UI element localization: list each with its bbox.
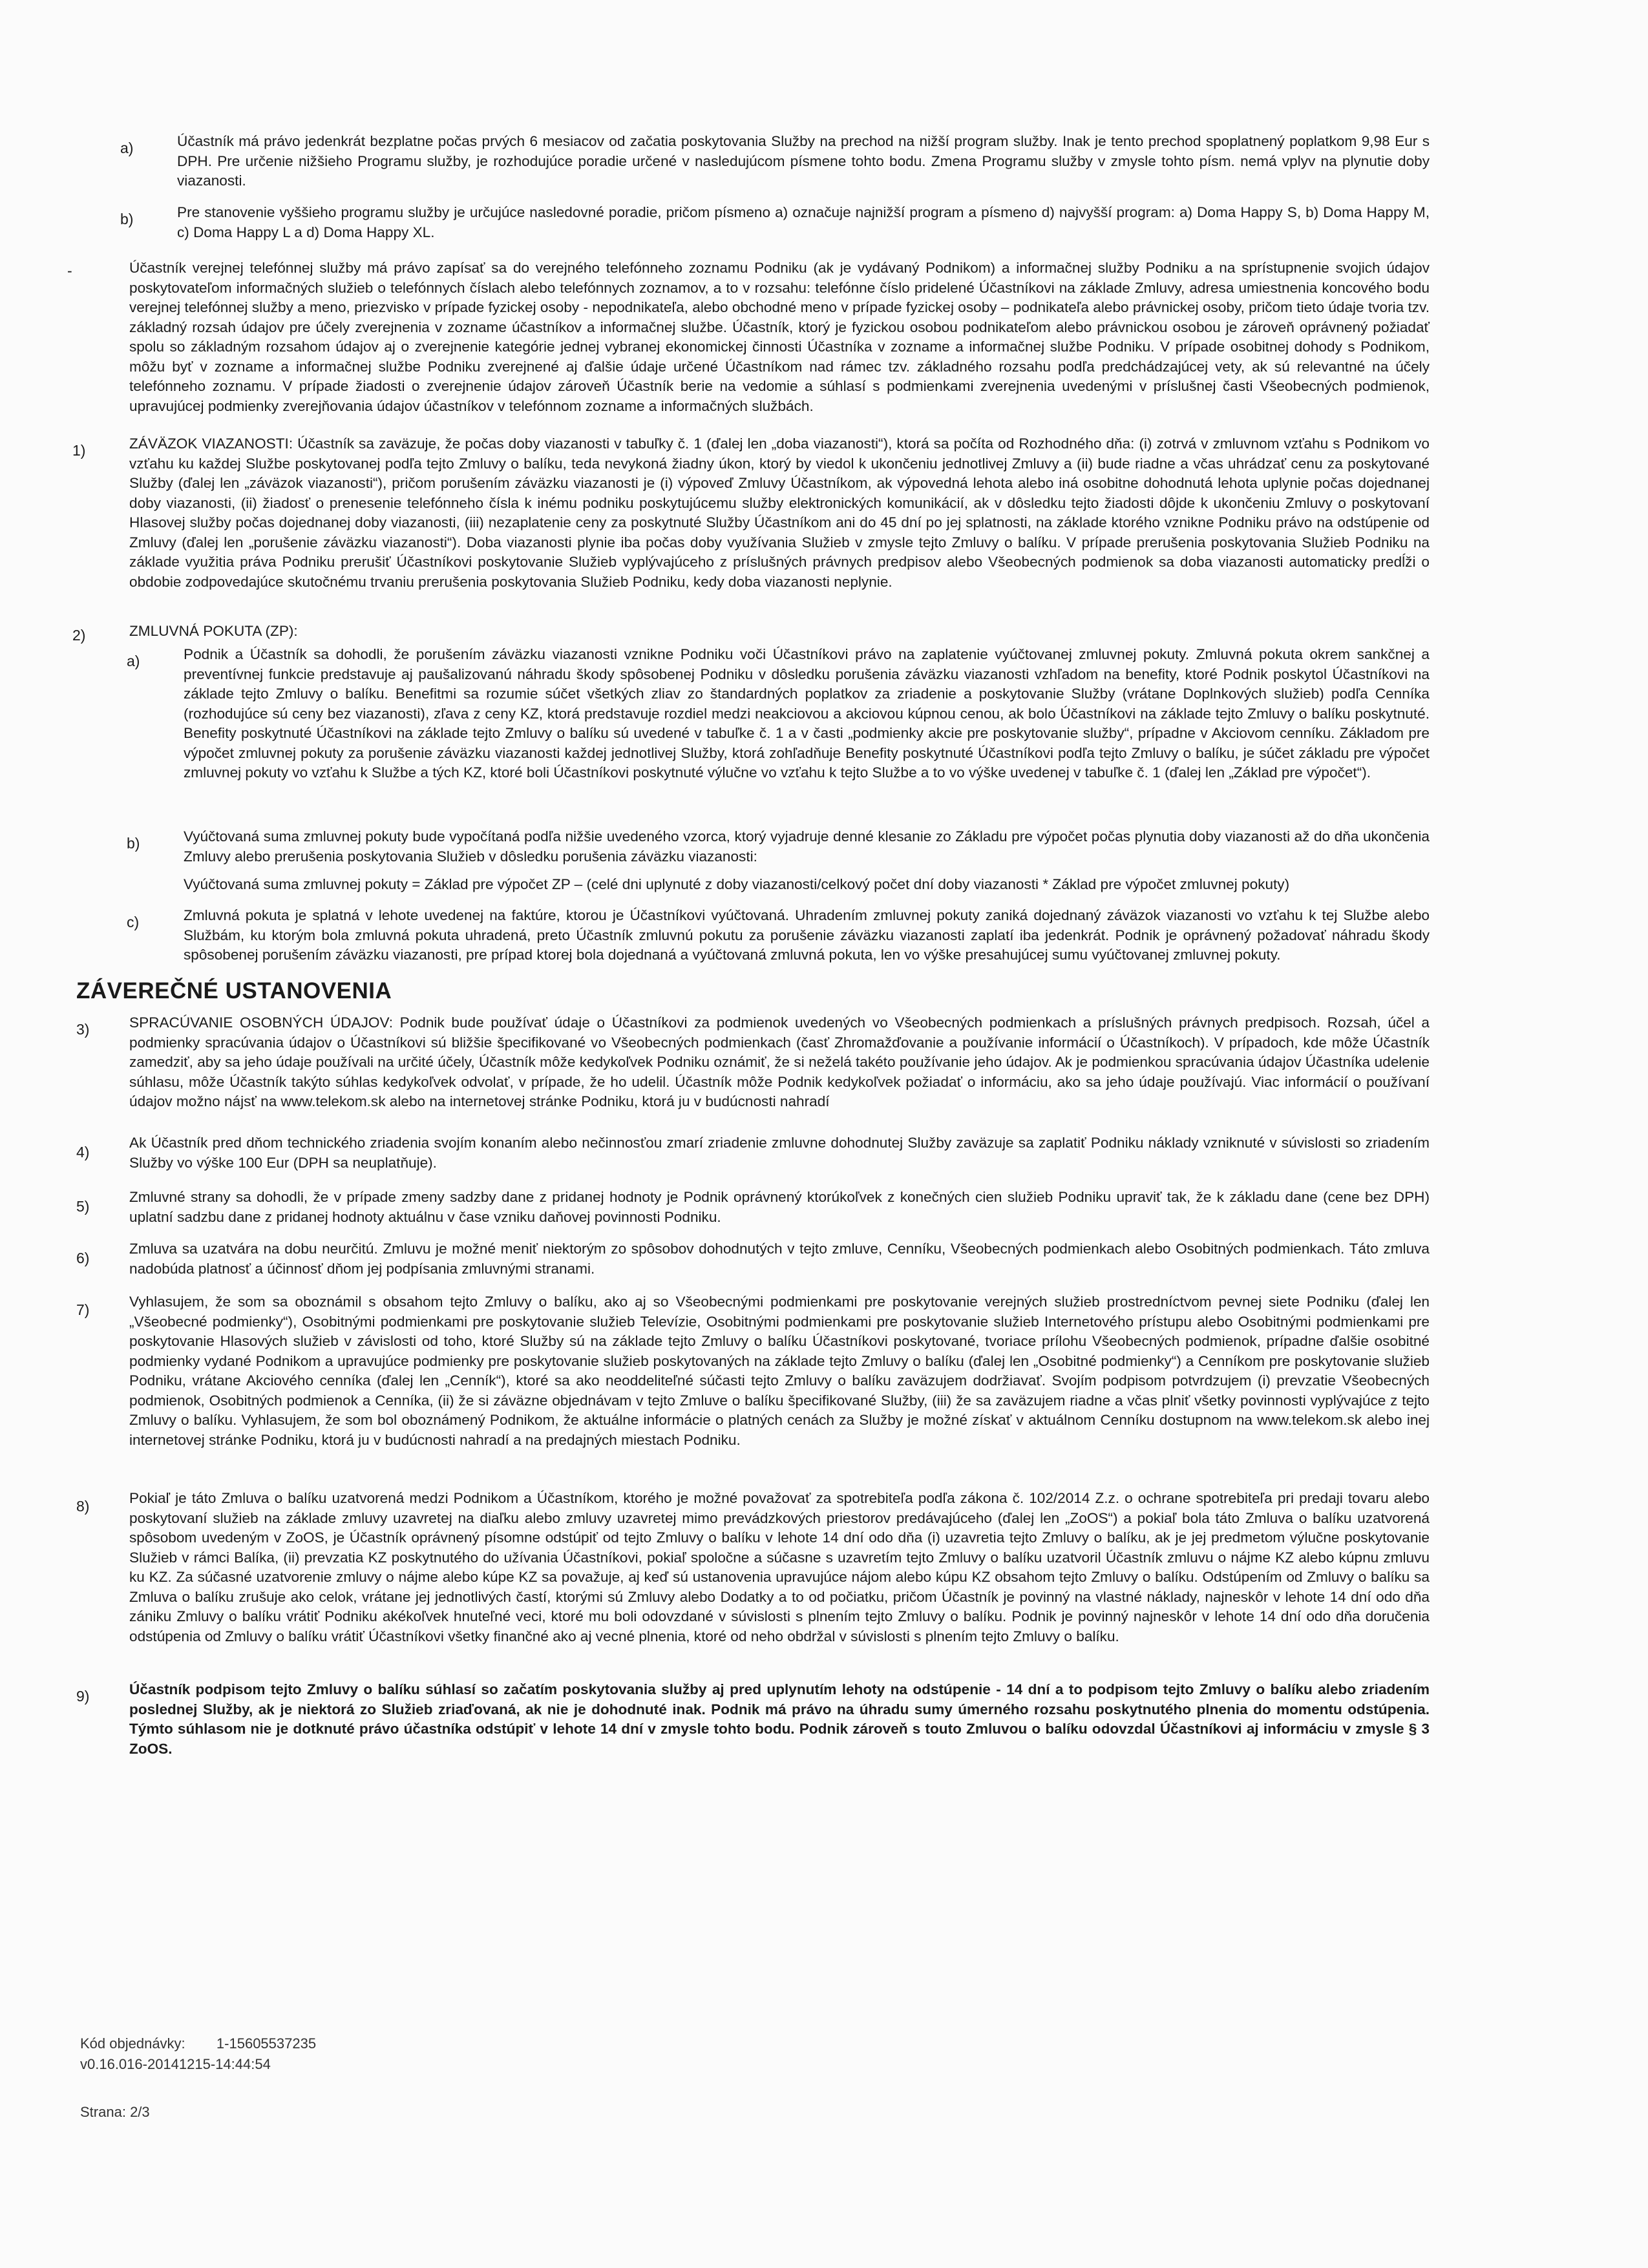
section-2-title: ZMLUVNÁ POKUTA (ZP): <box>129 623 298 639</box>
section-2c-text: Zmluvná pokuta je splatná v lehote uvedenej na faktúre, ktorou je Účastníkovi vyúčtovaná. Uhradením zmluvnej pokuty zaniká dojednaný záväzok viazanosti vo vzťahu k tej Službe alebo Službám, ku ktorým bola zmluvná pokuta uhradená, preto Účastník zmluvnú pokutu za porušenie záväzku viazanosti zaplatí iba jedenkrát. Podnik je oprávnený požadovať náhradu škody spôsobenej porušením záväzku viazanosti, pre prípad ktorej bola dojednaná a vyúčtovaná zmluvná pokuta, len vo výške presahujúcej sumu vyúčtovanej zmluvnej pokuty. <box>184 907 1430 963</box>
page-number-label: Strana: <box>80 2104 126 2120</box>
order-code <box>80 2035 316 2052</box>
order-code-value: 1-15605537235 <box>216 2035 317 2052</box>
section-2a-text: Podnik a Účastník sa dohodli, že porušením záväzku viazanosti vznikne Podniku voči Účastníkovi právo na zaplatenie vyúčtovanej zmluvnej pokuty. Zmluvná pokuta okrem sankčnej a preventívnej funkcie predstavuje aj paušalizovanú náhradu škody spôsobenej Podniku v dôsledku porušenia záväzku viazanosti vzhľadom na benefity, ktoré Podnik poskytol Účastníkovi na základe tejto Zmluvy o balíku. Benefitmi sa rozumie súčet všetkých zliav zo štandardných poplatkov za zriadenie a poskytovanie Služby (vrátane Doplnkových služieb) podľa Cenníka (rozhodujúce sú ceny bez viazanosti), zľava z ceny KZ, ktorá predstavuje rozdiel medzi neakciovou a akciovou kúpnou cenou, ak bolo Účastníkovi na základe tejto Zmluvy o balíku poskytnuté. Benefity poskytnuté Účastníkovi na základe tejto Zmluvy o balíku sú uvedené v tabuľke č. 1 a v časti „podmienky akcie pre poskytovanie služby“, prípadne v Akciovom cenníku. Základom pre výpočet zmluvnej pokuty za porušenie záväzku viazanosti každej jednotlivej Služby, ktorá zohľadňuje Benefity poskytnuté Účastníkovi podľa tejto Zmluvy o balíku, je súčet základu pre výpočet zmluvnej pokuty vo vzťahu k Službe a tých KZ, ktoré boli Účastníkovi poskytnuté výlučne vo vzťahu k tejto Službe a to vo výške uvedenej v tabuľke č. 1 (ďalej len „Základ pre výpočet“). <box>184 646 1430 781</box>
dash-marker: - <box>67 262 72 279</box>
item-a-text: Účastník má právo jedenkrát bezplatne počas prvých 6 mesiacov od začatia poskytovania Služby na prechod na nižší program služby. Inak je tento prechod spoplatnený poplatkom 9,98 Eur s DPH. Pre určenie nižšieho Programu služby, je rozhodujúce poradie určené v nasledujúcom písmene tohto bodu. Zmena Programu služby v zmysle tohto písm. nemá vplyv na plynutie doby viazanosti. <box>177 133 1430 189</box>
section-5-text: Zmluvné strany sa dohodli, že v prípade zmeny sadzby dane z pridanej hodnoty je Podnik oprávnený ktorúkoľvek z konečných cien služieb Podniku upraviť tak, že k základu dane (cene bez DPH) uplatní sadzbu dane z pridanej hodnoty aktuálnu v čase vzniku daňovej povinnosti Podniku. <box>129 1189 1430 1225</box>
section-6-text: Zmluva sa uzatvára na dobu neurčitú. Zmluvu je možné meniť niektorým zo spôsobov dohodnutých v tejto zmluve, Cenníku, Všeobecných podmienkach alebo Osobitných podmienkach. Táto zmluva nadobúda platnosť a účinnosť dňom jej podpísania zmluvnými stranami. <box>129 1241 1430 1277</box>
item-a-label: a) <box>120 140 134 156</box>
section-7-text: Vyhlasujem, že som sa oboznámil s obsahom tejto Zmluvy o balíku, ako aj so Všeobecnými podmienkami pre poskytovanie verejných služieb prostredníctvom pevnej siete Podniku (ďalej len „Všeobecné podmienky“), Osobitnými podmienkami pre poskytovanie služieb Televízie, Osobitnými podmienkami pre poskytovanie služieb Internetového prístupu alebo Osobitnými podmienkami pre poskytovanie Hlasových služieb v závislosti od toho, ktoré Služby sú na základe tejto Zmluvy o balíku Účastníkovi poskytované, tvoriace prílohu Všeobecných podmienok, prípadne ďalšie osobitné podmienky vydané Podnikom a upravujúce podmienky pre poskytovanie služieb poskytovaných na základe tejto Zmluvy o balíku (ďalej len „Osobitné podmienky“) a Cenníkom pre poskytovanie služieb Podniku, vrátane Akciového cenníka (ďalej len „Cenník“), ktoré sa ako neoddeliteľné súčasti tejto Zmluvy o balíku zaväzujem dodržiavať. Svojím podpisom potvrdzujem (i) prevzatie Všeobecných podmienok, Osobitných podmienok a Cenníka, (ii) že si záväzne objednávam v tejto Zmluve o balíku špecifikované Služby, (iii) že sa zaväzujem riadne a včas plniť všetky povinnosti vyplývajúce z tejto Zmluvy o balíku. Vyhlasujem, že som bol oboznámený Podnikom, že aktuálne informácie o platných cenách za Služby je možné získať v aktuálnom Cenníku dostupnom na www.telekom.sk alebo inej internetovej stránke Podniku, ktorá ju v budúcnosti nahradí a na predajných miestach Podniku. <box>129 1294 1430 1448</box>
directory-paragraph: Účastník verejnej telefónnej služby má právo zapísať sa do verejného telefónneho zoznamu Podniku (ak je vydávaný Podnikom) a informačnej služby Podniku a na sprístupnenie svojich údajov poskytovateľom informačných služieb o telefónnych číslach alebo telefónnych zoznamov, a to v rozsahu: telefónne číslo pridelené Účastníkovi na základe Zmluvy, adresa umiestnenia koncového bodu verejnej telefónnej služby a meno, priezvisko v prípade fyzickej osoby - nepodnikateľa, alebo obchodné meno v prípade fyzickej osoby – podnikateľa alebo právnickej osoby, pričom tieto údaje tvoria tzv. základný rozsah údajov pre účely zverejnenia v zozname účastníkov a informačnej službe. Účastník, ktorý je fyzickou osobou podnikateľom alebo právnickou osobou je zároveň oprávnený požiadať spolu so základným rozsahom údajov aj o zverejnenie kategórie jednej vybranej ekonomickej činnosti Účastníka v zozname a informačnej službe Podniku. V prípade osobitnej dohody s Podnikom, môžu byť v zozname a informačnej službe Podniku zverejnené aj ďalšie údaje určené Účastníkom nad rámec tzv. základného rozsahu podľa predchádzajúcej vety, ak sú relevantné na účely telefónneho zoznamu. V prípade žiadosti o zverejnenie údajov zároveň Účastník berie na vedomie a súhlasí s podmienkami zverejnenia uvedenými v príslušnej časti Všeobecných podmienok, upravujúcej podmienky zverejňovania údajov účastníkov v telefónnom zozname a informačných službách. <box>129 260 1430 414</box>
section-9-text: Účastník podpisom tejto Zmluvy o balíku súhlasí so začatím poskytovania služby aj pred uplynutím lehoty na odstúpenie - 14 dní a to podpisom tejto Zmluvy o balíku alebo zriadením poslednej Služby, ak je niektorá zo Služieb zriaďovaná, ak nie je dohodnuté inak. Podnik má právo na úhradu sumy úmerného rozsahu poskytnutého plnenia do momentu odstúpenia. Týmto súhlasom nie je dotknuté právo účastníka odstúpiť v lehote 14 dní v zmysle tohto bodu. Podnik zároveň s touto Zmluvou o balíku odovzdal Účastníkovi aj informáciu v zmysle § 3 ZoOS. <box>129 1681 1430 1757</box>
section-5-number: 5) <box>76 1198 90 1215</box>
final-provisions-heading: ZÁVEREČNÉ USTANOVENIA <box>76 978 392 1003</box>
section-2b-label: b) <box>127 835 140 852</box>
section-2a-label: a) <box>127 653 140 669</box>
page-number-value: 2/3 <box>130 2104 150 2120</box>
section-8-text: Pokiaľ je táto Zmluva o balíku uzatvorená medzi Podnikom a Účastníkom, ktorého je možné považovať za spotrebiteľa podľa zákona č. 102/2014 Z.z. o ochrane spotrebiteľa pri predaji tovaru alebo poskytovaní služieb na základe zmluvy uzavretej na diaľku alebo zmluvy uzavretej mimo prevádzkových priestorov predávajúceho (ďalej len „ZoOS“) a pokiaľ bola táto Zmluva o balíku uzatvorená spôsobom uvedeným v ZoOS, je Účastník oprávnený písomne odstúpiť od tejto Zmluvy o balíku v lehote 14 dní odo dňa (i) uzavretia tejto Zmluvy o balíku, ak je jej predmetom výlučne poskytovanie Služieb v rámci Balíka, (ii) prevzatia KZ poskytnutého do užívania Účastníkovi, pokiaľ spoločne a súčasne s uzavretím tejto Zmluvy o balíku uzatvoril Účastník zmluvu o nájme KZ alebo kúpnu zmluvu ku KZ. Za súčasné uzatvorenie zmluvy o nájme alebo kúpe KZ sa považuje, aj keď sú ustanovenia upravujúce nájom alebo kúpu KZ obsahom tejto Zmluvy o balíku. Odstúpením od Zmluvy o balíku sa Zmluva o balíku zrušuje ako celok, vrátane jej jednotlivých častí, ktorými sú Zmluvy alebo Dodatky a to od počiatku, pričom Účastník je povinný na vlastné náklady, najneskôr v lehote 14 dní odo dňa zániku Zmluvy o balíku vrátiť Podniku akékoľvek hnuteľné veci, ktoré mu boli odovzdané v súvislosti s plnením tejto Zmluvy o balíku. Podnik je povinný najneskôr v lehote 14 dní odo dňa doručenia odstúpenia od Zmluvy o balíku vrátiť Účastníkovi všetky finančné ako aj vecné plnenia, ktoré od neho obdržal v súvislosti s plnením tejto Zmluvy o balíku. <box>129 1490 1430 1644</box>
section-2c-label: c) <box>127 914 140 930</box>
section-4-number: 4) <box>76 1144 90 1160</box>
section-3-number: 3) <box>76 1021 90 1038</box>
section-2b-formula: Vyúčtovaná suma zmluvnej pokuty = Základ pre výpočet ZP – (celé dni uplynuté z doby viazanosti/celkový počet dní doby viazanosti * Základ pre výpočet zmluvnej pokuty) <box>184 876 1290 892</box>
item-b-label: b) <box>120 211 134 227</box>
item-b-text: Pre stanovenie vyššieho programu služby je určujúce nasledovné poradie, pričom písmeno a) označuje najnižší program a písmeno d) najvyšší program: a) Doma Happy S, b) Doma Happy M, c) Doma Happy L a d) Doma Happy XL. <box>177 204 1430 240</box>
section-2-number: 2) <box>72 627 86 644</box>
section-3-text: SPRACÚVANIE OSOBNÝCH ÚDAJOV: Podnik bude používať údaje o Účastníkovi za podmienok uvedených vo Všeobecných podmienkach a príslušných právnych predpisoch. Rozsah, účel a podmienky spracúvania údajov o Účastníkovi sú bližšie špecifikované vo Všeobecných podmienkach (časť Zhromažďovanie a používanie informácií o Účastníkoch). V prípadoch, kde môže Účastník zamedziť, aby sa jeho údaje používali na určité účely, Účastník môže kedykoľvek Podniku oznámiť, že si neželá takéto používanie jeho údajov. Ak je podmienkou spracúvania údajov Účastníka udelenie súhlasu, môže Účastník takýto súhlas kedykoľvek odvolať, v prípade, že ho udelil. Účastník môže Podnik kedykoľvek požiadať o informáciu, ako sa jeho údaje používajú. Viac informácií o používaní údajov možno nájsť na www.telekom.sk alebo na internetovej stránke Podniku, ktorá ju v budúcnosti nahradí <box>129 1014 1430 1109</box>
section-9-number: 9) <box>76 1688 90 1705</box>
section-8-number: 8) <box>76 1498 90 1515</box>
order-code-label: Kód objednávky: <box>80 2035 185 2052</box>
section-2b-text: Vyúčtovaná suma zmluvnej pokuty bude vypočítaná podľa nižšie uvedeného vzorca, ktorý vyjadruje denné klesanie zo Základu pre výpočet počas plynutia doby viazanosti až do dňa ukončenia Zmluvy alebo prerušenia poskytovania Služieb v dôsledku porušenia záväzku viazanosti: <box>184 828 1430 865</box>
version-string: v0.16.016-20141215-14:44:54 <box>80 2056 271 2072</box>
page-number <box>80 2104 150 2121</box>
section-7-number: 7) <box>76 1301 90 1318</box>
section-6-number: 6) <box>76 1250 90 1266</box>
section-1-number: 1) <box>72 442 86 459</box>
section-4-text: Ak Účastník pred dňom technického zriadenia svojím konaním alebo nečinnosťou zmarí zriadenie zmluvne dohodnutej Služby zaväzuje sa zaplatiť Podniku náklady vzniknuté v súvislosti so zriadením Služby vo výške 100 Eur (DPH sa neuplatňuje). <box>129 1135 1430 1171</box>
section-1-text: ZÁVÄZOK VIAZANOSTI: Účastník sa zaväzuje, že počas doby viazanosti v tabuľky č. 1 (ďalej len „doba viazanosti“), ktorá sa počíta od Rozhodného dňa: (i) zotrvá v zmluvnom vzťahu s Podnikom vo vzťahu ku každej Službe poskytovanej podľa tejto Zmluvy o balíku, teda nevykoná žiadny úkon, ktorý by viedol k ukončeniu jednotlivej Zmluvy a (ii) bude riadne a včas uhrádzať cenu za poskytované Služby (ďalej len „záväzok viazanosti“), pričom porušením záväzku viazanosti je (i) výpoveď Zmluvy Účastníkom, ak výpovedná lehota alebo iná osobitne dohodnutá lehota uplynie počas dojednanej doby viazanosti, (ii) žiadosť o prenesenie telefónneho čísla k inému podniku poskytujúcemu služby elektronických komunikácií, ak v dôsledku tejto žiadosti dôjde k ukončeniu Zmluvy o poskytovaní Hlasovej služby počas dojednanej doby viazanosti, (iii) nezaplatenie ceny za poskytnuté Služby Účastníkom ani do 45 dní po jej splatnosti, na základe ktorého vznikne Podniku právo na odstúpenie od Zmluvy (ďalej len „porušenie záväzku viazanosti“). Doba viazanosti plynie iba počas doby využívania Služieb v zmysle tejto Zmluvy o balíku. V prípade prerušenia poskytovania Služieb Podniku na základe využitia práva Podniku prerušiť Účastníkovi poskytovanie Služieb vyplývajúceho z príslušných právnych predpisov alebo Všeobecných podmienok sa doba viazanosti automaticky predĺži o obdobie zodpovedajúce skutočnému trvaniu prerušenia poskytovania Služieb Podniku, kedy doba viazanosti neplynie. <box>129 436 1430 590</box>
